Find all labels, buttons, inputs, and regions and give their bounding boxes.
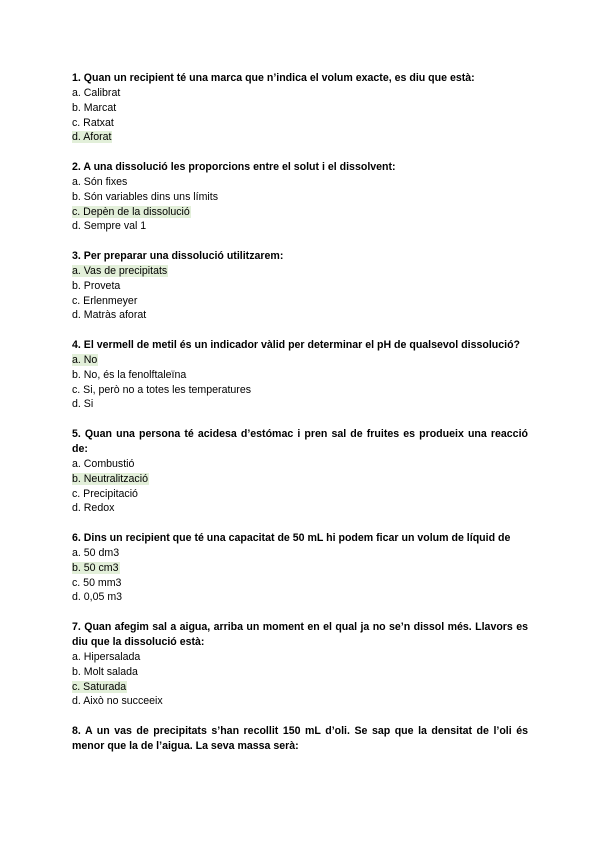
option-a: a. Combustió — [72, 457, 135, 470]
option-b-correct: b. 50 cm3 — [72, 561, 119, 574]
option-c-correct: c. Depèn de la dissolució — [72, 205, 190, 218]
question-1 — [72, 71, 528, 145]
option-b: b. Proveta — [72, 279, 121, 292]
option-b: b. Marcat — [72, 101, 117, 114]
question-7 — [72, 620, 528, 709]
question-text: 5. Quan una persona té acidesa d’estómac i pren sal de fruites es produeix una reacció de: — [72, 427, 528, 455]
option-a: a. Calibrat — [72, 87, 121, 99]
option-c: c. Ratxat — [72, 116, 114, 129]
question-text: 4. El vermell de metil és un indicador vàlid per determinar el pH de qualsevol dissolució? — [72, 338, 521, 351]
quiz-page — [72, 71, 528, 769]
option-d: d. Això no succeeix — [72, 695, 163, 708]
option-a-correct: a. Vas de precipitats — [72, 264, 168, 277]
question-text: 2. A una dissolució les proporcions entre el solut i el dissolvent: — [72, 160, 396, 173]
option-a: a. Hipersalada — [72, 650, 141, 663]
question-text: 6. Dins un recipient que té una capacitat de 50 mL hi podem ficar un volum de líquid de — [72, 531, 511, 544]
option-c: c. Erlenmeyer — [72, 294, 138, 307]
question-6 — [72, 531, 528, 605]
question-text: 7. Quan afegim sal a aigua, arriba un moment en el qual ja no se’n dissol més. Llavors es diu que la dissolució està: — [72, 620, 528, 648]
question-3 — [72, 249, 528, 323]
option-d: d. Redox — [72, 502, 115, 515]
option-c: c. Si, però no a totes les temperatures — [72, 383, 252, 396]
question-text: 3. Per preparar una dissolució utilitzarem: — [72, 249, 284, 262]
question-text: 1. Quan un recipient té una marca que n’indica el volum exacte, es diu que està: — [72, 72, 475, 84]
option-b: b. Són variables dins uns límits — [72, 190, 219, 203]
option-b: b. No, és la fenolftaleïna — [72, 368, 187, 381]
question-5 — [72, 427, 528, 516]
question-4 — [72, 338, 528, 412]
option-c-correct: c. Saturada — [72, 680, 127, 693]
option-b: b. Molt salada — [72, 665, 138, 678]
option-d: d. 0,05 m3 — [72, 591, 123, 604]
option-d: d. Si — [72, 398, 94, 411]
option-a-correct: a. No — [72, 353, 98, 366]
option-d: d. Sempre val 1 — [72, 220, 147, 233]
option-a: a. Són fixes — [72, 175, 128, 188]
option-c: c. Precipitació — [72, 487, 138, 500]
question-text: 8. A un vas de precipitats s’han recollit 150 mL d’oli. Se sap que la densitat de l’oli és menor que la de l’aigua. La seva massa serà: — [72, 724, 528, 752]
question-2 — [72, 160, 528, 234]
option-a: a. 50 dm3 — [72, 546, 120, 559]
option-d: d. Matràs aforat — [72, 309, 147, 322]
option-c: c. 50 mm3 — [72, 576, 122, 589]
option-b-correct: b. Neutralització — [72, 472, 148, 485]
question-8 — [72, 724, 528, 754]
option-d-correct: d. Aforat — [72, 131, 112, 144]
